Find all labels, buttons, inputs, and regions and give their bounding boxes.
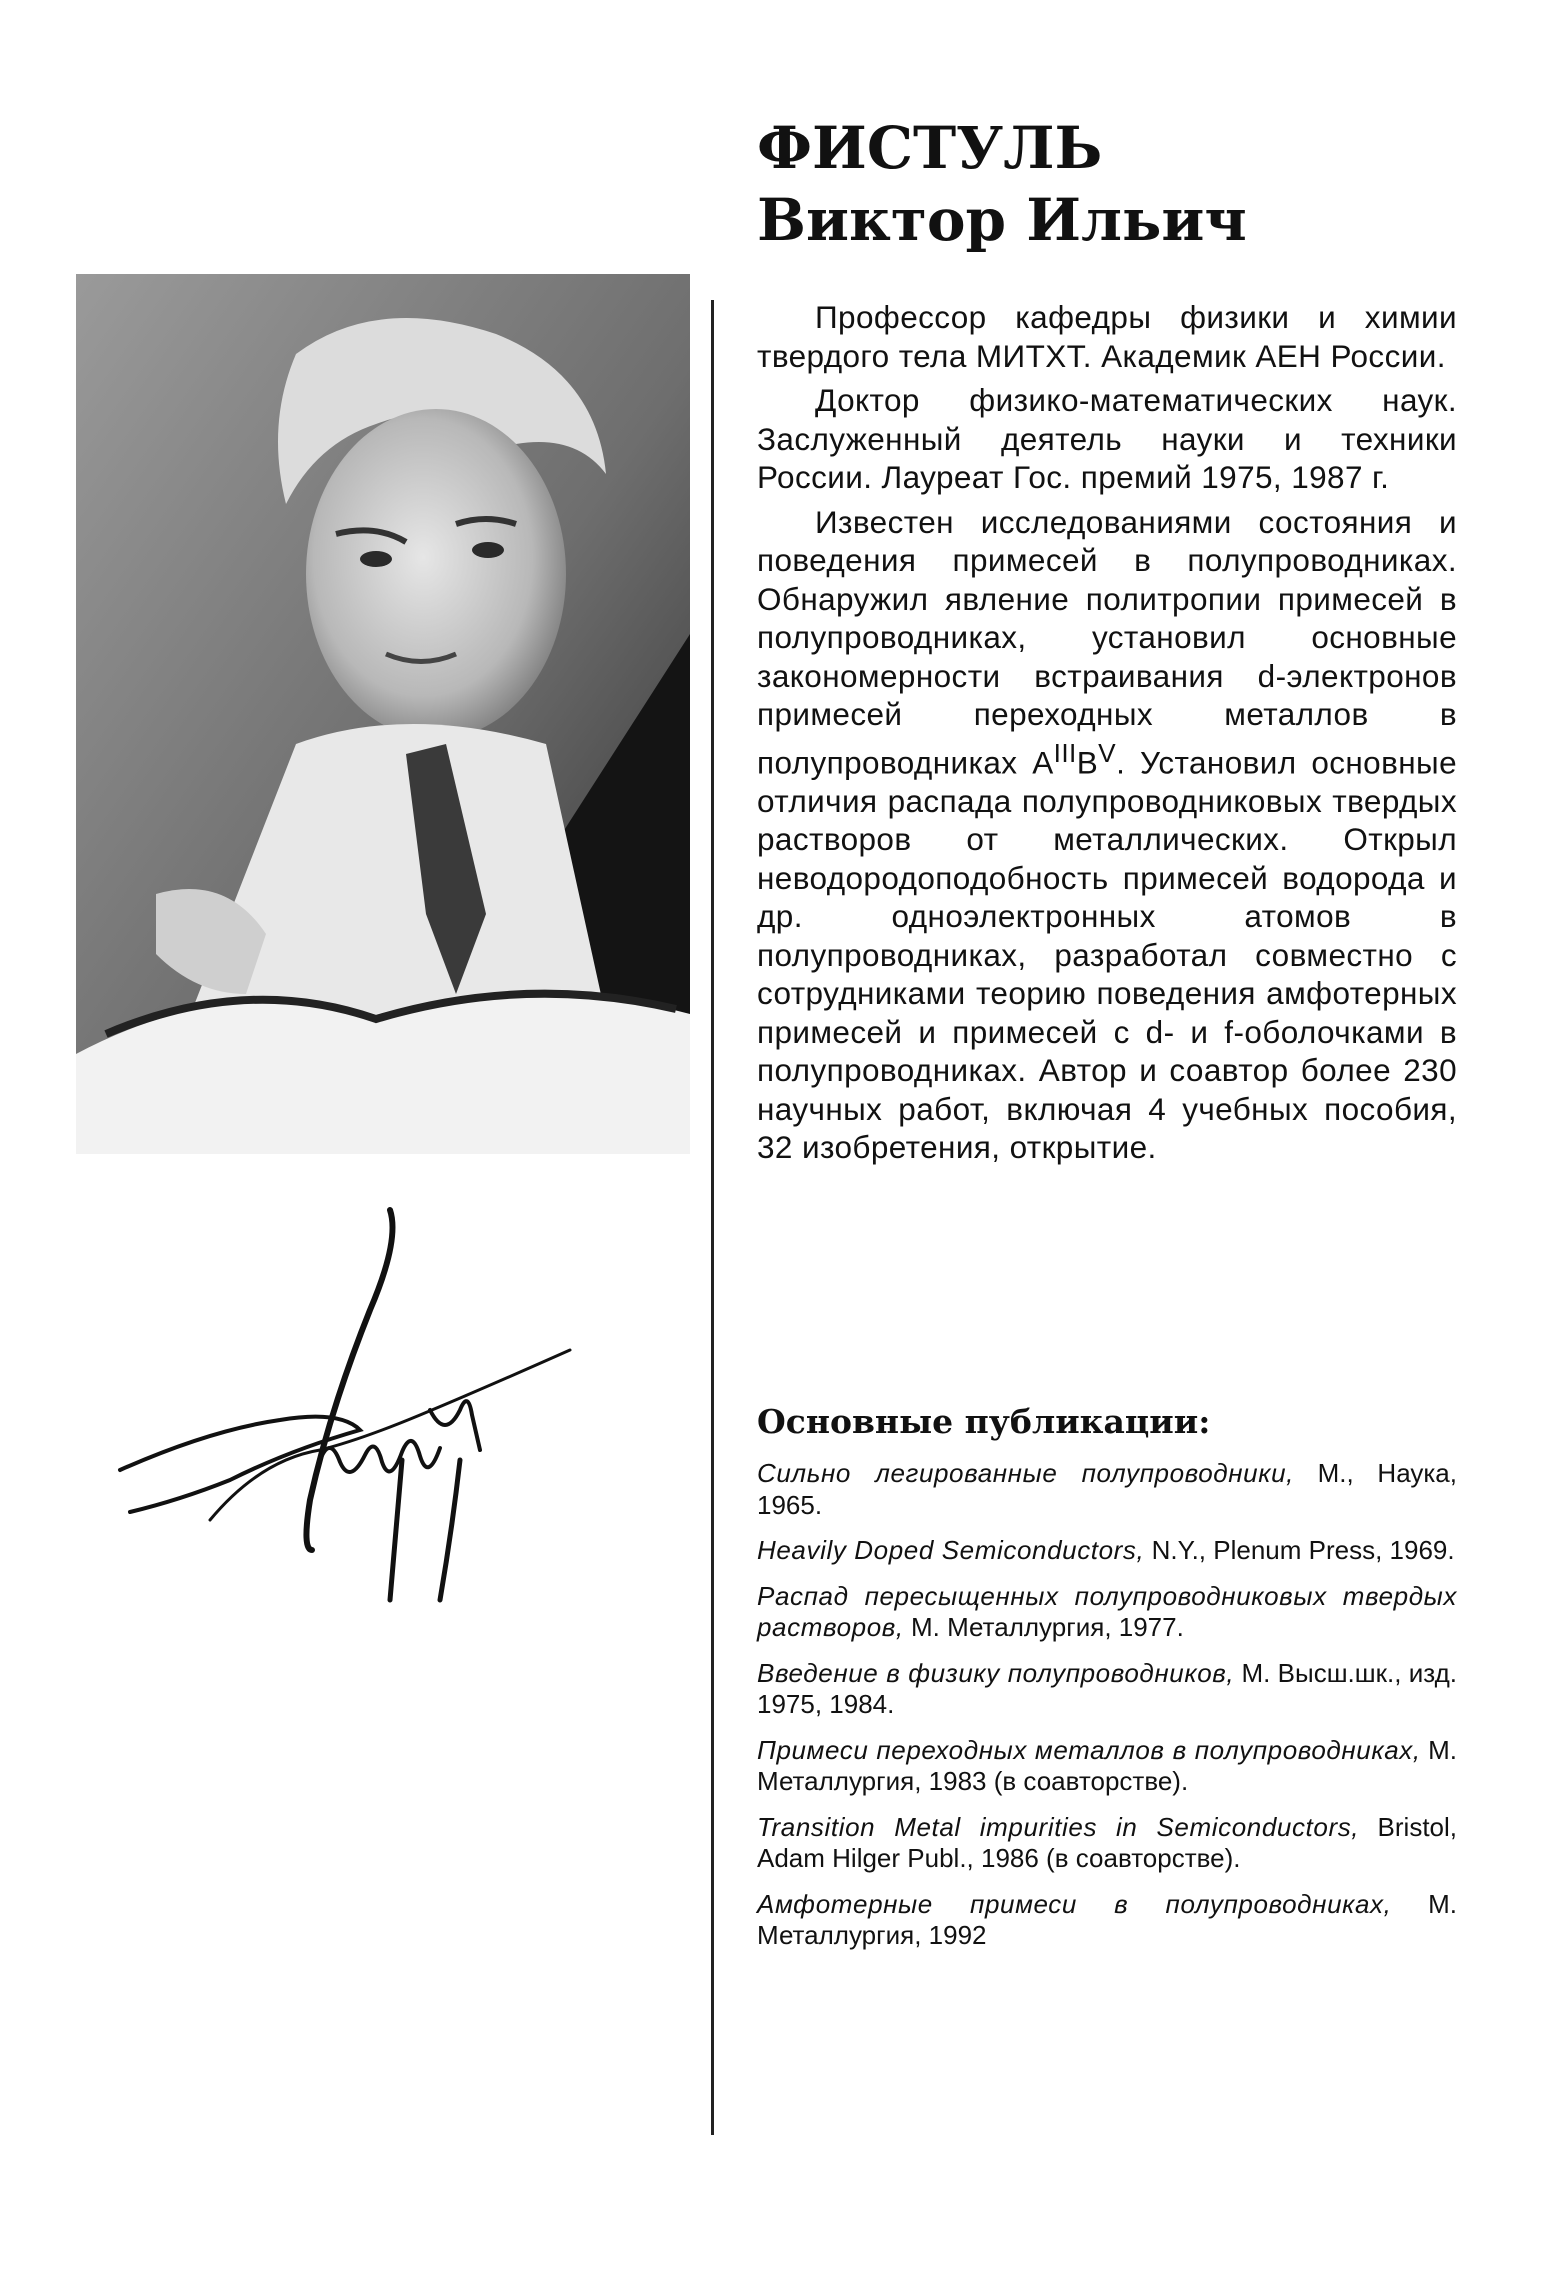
surname: ФИСТУЛЬ: [757, 114, 1103, 182]
publication-item: [757, 1535, 1457, 1567]
publication-details: М., Наука, 1965.: [757, 1458, 1457, 1520]
publication-details: М. Металлургия, 1983 (в соавторстве).: [757, 1734, 1457, 1796]
publication-details: М. Металлургия, 1992: [757, 1888, 1457, 1950]
publication-title: Сильно легированные полупроводники,: [757, 1458, 1294, 1488]
publication-title: Примеси переходных металлов в полупроводниках,: [757, 1734, 1421, 1765]
publication-item: [757, 1658, 1457, 1721]
portrait-photo: [76, 274, 690, 1154]
biography: [757, 298, 1457, 1173]
page-title: [757, 112, 1517, 256]
research-text: . Установил основные отличия распада полупроводниковых твердых растворов от металлических. Открыл неводородоподобность примесей водорода и др. одноэлектронных атомов в полупроводниках, разработал совместно с сотрудниками теорию поведения амфотерных примесей и примесей с d- и f-оболочками в полупроводниках. Автор и соавтор более 230 научных работ, включая 4 учебных пособия, 32 изобретения, открытие.: [757, 744, 1457, 1165]
publication-details: М. Металлургия, 1977.: [903, 1612, 1184, 1642]
handwritten-signature: [90, 1200, 690, 1660]
publications-list: [757, 1458, 1457, 1966]
publication-title: Transition Metal impurities in Semiconductors,: [757, 1811, 1360, 1842]
publication-title: Амфотерные примеси в полупроводниках,: [757, 1888, 1392, 1919]
publication-item: [757, 1581, 1457, 1644]
publication-details: М. Высш.шк., изд. 1975, 1984.: [757, 1657, 1457, 1719]
publication-title: Heavily Doped Semiconductors,: [757, 1535, 1145, 1565]
superscript: III: [1053, 737, 1077, 768]
research-text: B: [1076, 744, 1099, 780]
publication-item: [757, 1458, 1457, 1521]
given-names: Виктор Ильич: [757, 186, 1247, 254]
bio-paragraph: Доктор физико-математических наук. Заслуженный деятель науки и техники России. Лауреат Гос. премий 1975, 1987 г.: [757, 382, 1457, 495]
bio-paragraph: Профессор кафедры физики и химии твердого тела МИТХТ. Академик АЕН России.: [757, 299, 1457, 374]
publication-title: Введение в физику полупроводников,: [757, 1657, 1235, 1688]
vertical-divider: [711, 300, 714, 2135]
publication-details: N.Y., Plenum Press, 1969.: [1144, 1535, 1455, 1565]
bio-research-paragraph: [757, 503, 1457, 1167]
superscript: V: [1098, 737, 1117, 768]
publication-item: [757, 1735, 1457, 1798]
signature: [90, 1200, 690, 1660]
publication-item: [757, 1812, 1457, 1875]
publication-item: [757, 1889, 1457, 1952]
publication-title: Распад пересыщенных полупроводниковых твердых растворов,: [757, 1580, 1457, 1642]
research-text: Известен исследованиями состояния и поведения примесей в полупроводниках. Обнаружил явление политропии примесей в полупроводниках, установил основные закономерности встраивания d-электронов примесей переходных металлов в полупроводниках A: [757, 503, 1457, 780]
portrait-image: [76, 274, 690, 1154]
publication-details: Bristol, Adam Hilger Publ., 1986 (в соавторстве).: [757, 1811, 1457, 1873]
publications-heading: Основные публикации:: [757, 1402, 1211, 1441]
